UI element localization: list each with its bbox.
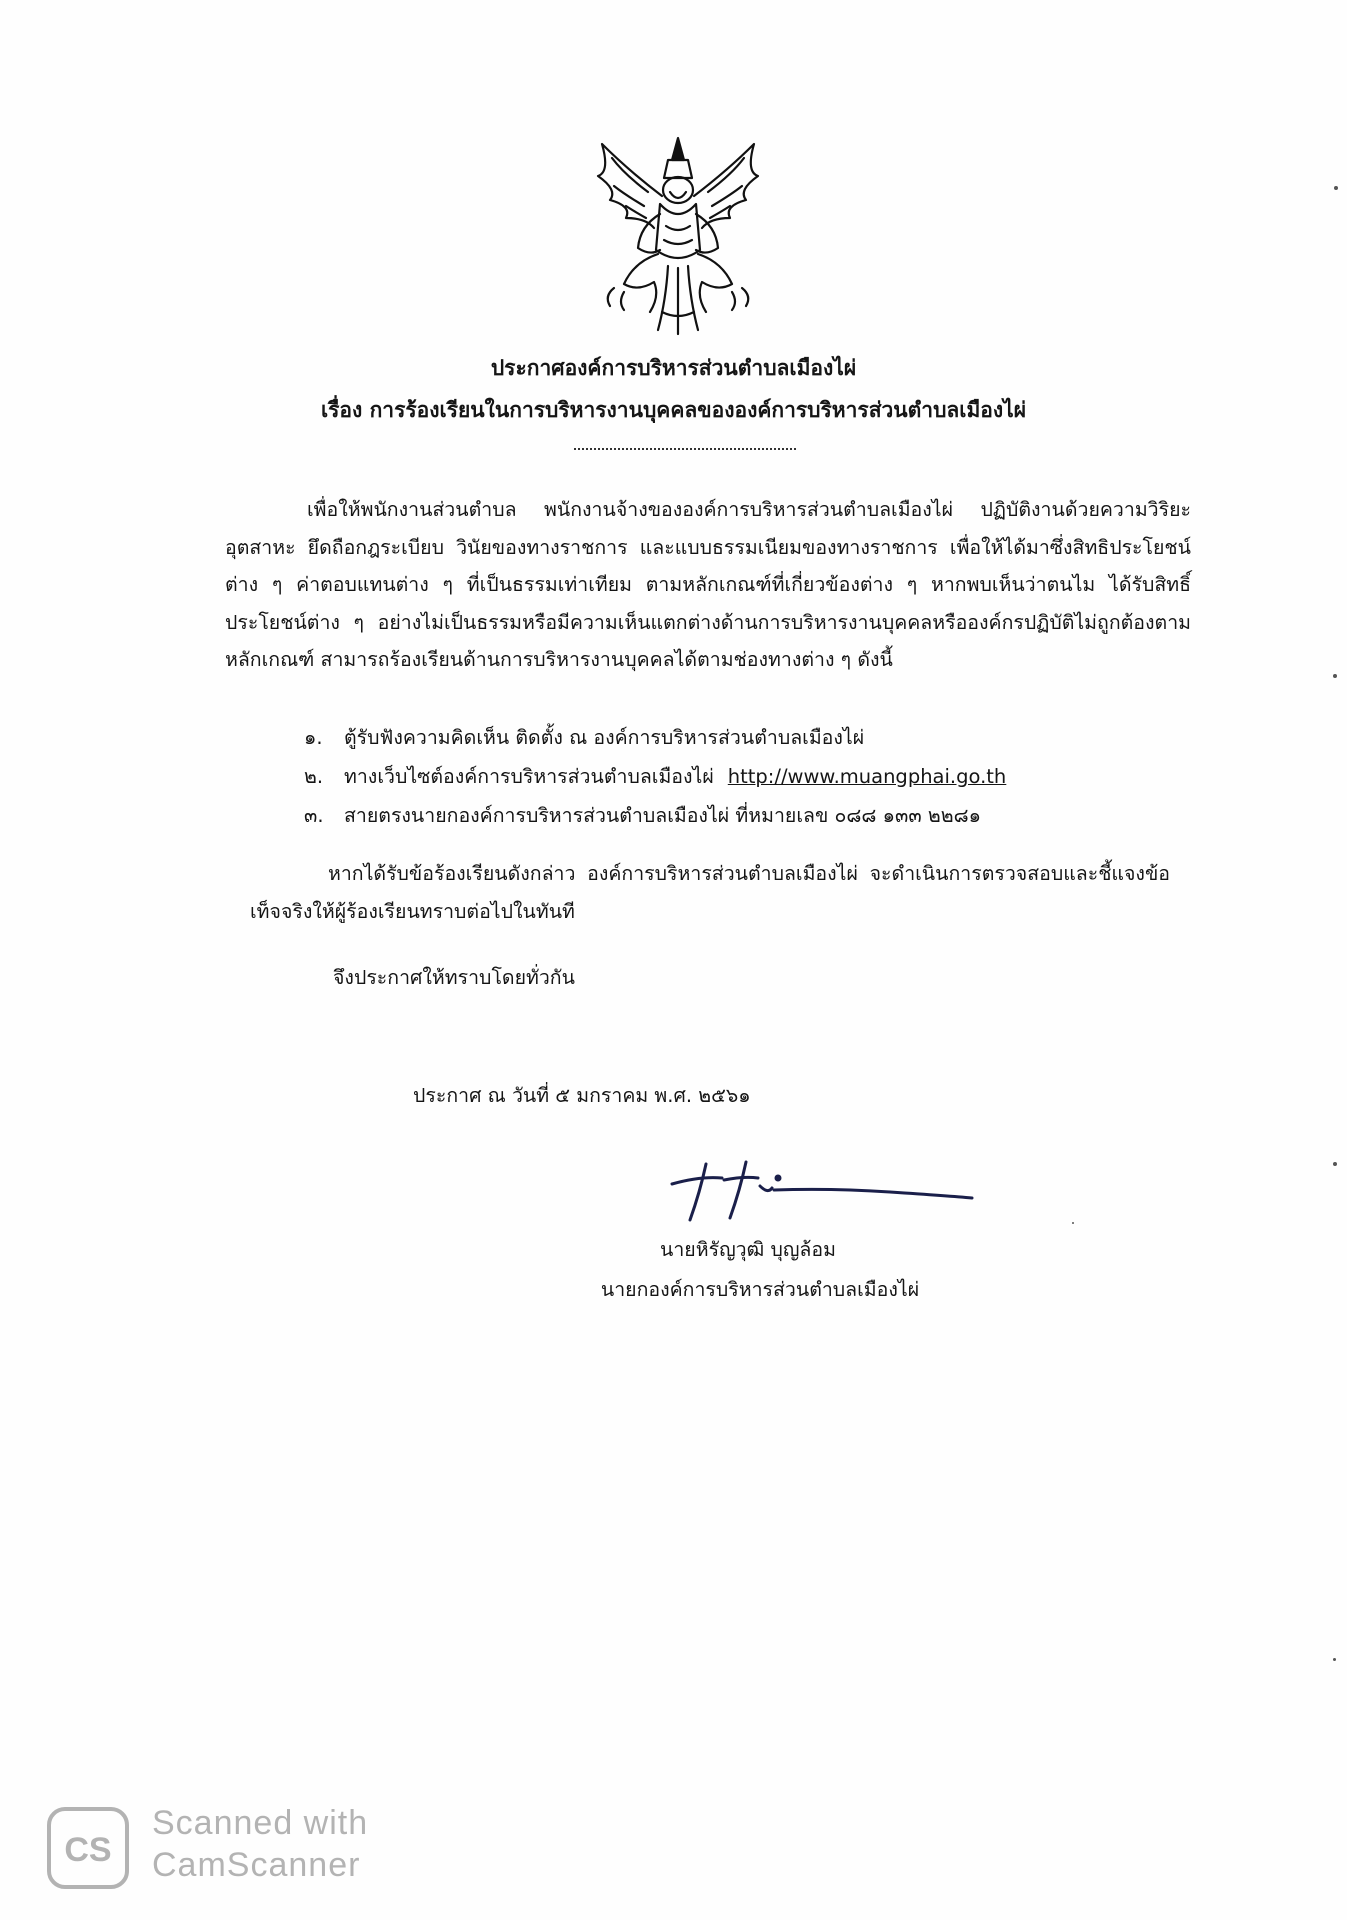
- list-item: [304, 757, 1006, 796]
- camscanner-watermark: [152, 1802, 368, 1886]
- watermark-line-2: CamScanner: [152, 1846, 361, 1884]
- complaint-channels-list: [304, 718, 1006, 835]
- signature-icon: [660, 1158, 980, 1228]
- list-item-number: ๒.: [304, 765, 324, 788]
- intro-paragraph: เพื่อให้พนักงานส่วนตำบล พนักงานจ้างขององค์การบริหารส่วนตำบลเมืองไผ่ ปฏิบัติงานด้วยความวิริยะ อุตสาหะ ยึดถือกฎระเบียบ วินัยของทางราชการ และแบบธรรมเนียมของทางราชการ เพื่อให้ได้มาซึ่งสิทธิประโยชน์ต่าง ๆ ค่าตอบแทนต่าง ๆ ที่เป็นธรรมเท่าเทียม ตามหลักเกณฑ์ที่เกี่ยวข้องต่าง ๆ หากพบเห็นว่าตนไม ได้รับสิทธิ์ประโยชน์ต่าง ๆ อย่างไม่เป็นธรรมหรือมีความเห็นแตกต่างด้านการบริหารงานบุคคลหรือองค์กรปฏิบัติไม่ถูกต้องตามหลักเกณฑ์ สามารถร้องเรียนด้านการบริหารงานบุคคลได้ตามช่องทางต่าง ๆ ดังนี้: [225, 498, 1191, 671]
- follow-up-paragraph: หากได้รับข้อร้องเรียนดังกล่าว องค์การบริหารส่วนตำบลเมืองไผ่ จะดำเนินการตรวจสอบและชี้แจงข้อเท็จจริงให้ผู้ร้องเรียนทราบต่อไปในทันที: [250, 862, 1170, 923]
- website-link[interactable]: http://www.muangphai.go.th: [727, 765, 1007, 788]
- list-item-text: ตู้รับฟังความคิดเห็น ติดตั้ง ณ องค์การบริหารส่วนตำบลเมืองไผ่: [344, 726, 865, 749]
- list-item: [304, 718, 1006, 757]
- scan-speck: [1333, 674, 1337, 678]
- watermark-line-1: Scanned with: [152, 1804, 369, 1842]
- scan-speck: [1334, 186, 1338, 190]
- list-item-text: ทางเว็บไซต์องค์การบริหารส่วนตำบลเมืองไผ่: [344, 765, 714, 788]
- signer-name: นายหิรัญวุฒิ บุญล้อม: [660, 1238, 836, 1261]
- scan-speck: [1333, 1162, 1337, 1166]
- list-item-number: ๓.: [304, 804, 324, 827]
- garuda-emblem-icon: [588, 130, 768, 340]
- document-subject: เรื่อง การร้องเรียนในการบริหารงานบุคคลขององค์การบริหารส่วนตำบลเมืองไผ่: [320, 398, 1027, 422]
- announcement-date: ประกาศ ณ วันที่ ๕ มกราคม พ.ศ. ๒๕๖๑: [413, 1084, 751, 1107]
- scan-speck: [1072, 1222, 1074, 1224]
- signer-position: นายกองค์การบริหารส่วนตำบลเมืองไผ่: [600, 1278, 920, 1301]
- list-item-text: สายตรงนายกองค์การบริหารส่วนตำบลเมืองไผ่ ที่หมายเลข ๐๘๘ ๑๓๓ ๒๒๘๑: [344, 804, 982, 827]
- camscanner-logo-text: CS: [64, 1831, 112, 1869]
- camscanner-logo-icon: [47, 1807, 129, 1889]
- list-item-number: ๑.: [304, 726, 323, 749]
- closing-statement: จึงประกาศให้ทราบโดยทั่วกัน: [333, 966, 575, 989]
- list-item: [304, 796, 1006, 835]
- dotted-divider: [574, 448, 796, 450]
- document-title: ประกาศองค์การบริหารส่วนตำบลเมืองไผ่: [490, 356, 857, 380]
- scan-speck: [1333, 1658, 1336, 1661]
